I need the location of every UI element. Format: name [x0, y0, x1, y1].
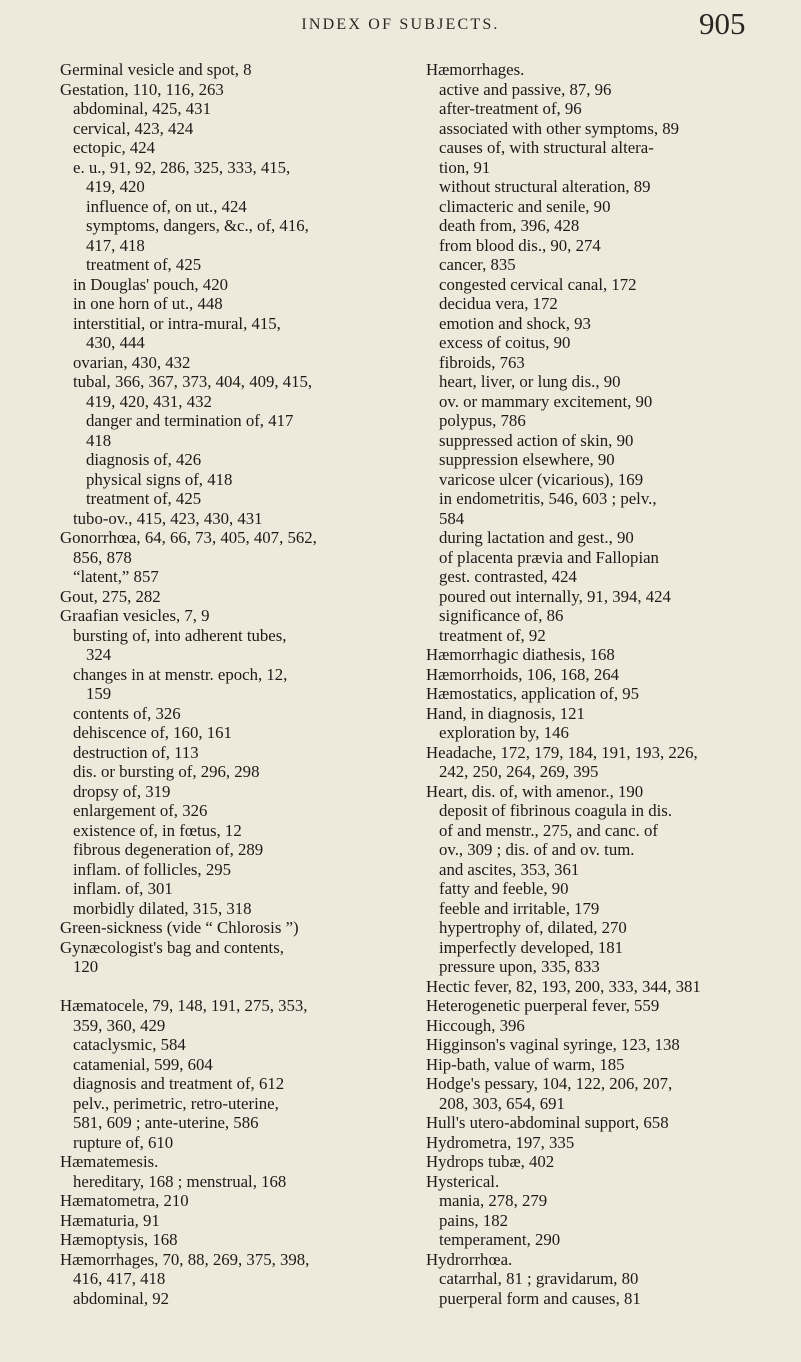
index-subentry: 419, 420: [86, 177, 145, 196]
index-subentry: and ascites, 353, 361: [439, 859, 580, 879]
index-heading: Hæmatemesis.: [60, 1152, 159, 1171]
index-subentry: treatment of, 92: [439, 625, 546, 645]
index-subentry: cancer, 835: [439, 255, 516, 274]
index-heading: Hand, in diagnosis, 121: [426, 703, 585, 723]
index-subentry: climacteric and senile, 90: [439, 196, 611, 216]
index-subentry: heart, liver, or lung dis., 90: [439, 372, 621, 391]
index-heading: Hæmostatics, application of, 95: [426, 684, 639, 703]
index-subentry: physical signs of, 418: [86, 469, 233, 489]
index-subentry: inflam. of, 301: [73, 879, 173, 898]
index-subentry: cataclysmic, 584: [73, 1035, 186, 1054]
index-heading: Hæmorrhagic diathesis, 168: [426, 645, 615, 664]
index-subentry: fibrous degeneration of, 289: [73, 840, 264, 859]
index-subentry: hypertrophy of, dilated, 270: [439, 918, 627, 937]
index-subentry: contents of, 326: [73, 703, 181, 723]
index-subentry: of and menstr., 275, and canc. of: [439, 820, 659, 840]
index-subentry: deposit of fibrinous coagula in dis.: [439, 801, 673, 820]
index-subentry: 324: [86, 645, 112, 664]
index-heading: Gynæcologist's bag and contents,: [60, 937, 284, 957]
index-subentry: 416, 417, 418: [73, 1269, 166, 1288]
index-subentry: decidua vera, 172: [439, 294, 558, 313]
index-subentry: ov. or mammary excitement, 90: [439, 391, 653, 411]
index-subentry: suppression elsewhere, 90: [439, 450, 615, 469]
index-heading: Gestation, 110, 116, 263: [60, 79, 224, 99]
index-heading: Green-sickness (vide “ Chlorosis ”): [60, 918, 299, 937]
index-heading: Hip-bath, value of warm, 185: [426, 1054, 625, 1074]
index-subentry: treatment of, 425: [86, 489, 202, 508]
index-subentry: symptoms, dangers, &c., of, 416,: [86, 216, 309, 235]
right-index-column: [426, 60, 764, 1308]
index-subentry: causes of, with structural altera-: [439, 138, 654, 157]
section-gap: [60, 977, 395, 997]
index-subentry: tubo-ov., 415, 423, 430, 431: [73, 508, 263, 528]
index-subentry: hereditary, 168 ; menstrual, 168: [73, 1171, 287, 1191]
index-heading: Hull's utero-abdominal support, 658: [426, 1113, 669, 1132]
index-subentry: destruction of, 113: [73, 742, 199, 762]
index-subentry: temperament, 290: [439, 1230, 561, 1249]
index-subentry: pains, 182: [439, 1210, 508, 1230]
index-subentry: 418: [86, 430, 112, 450]
index-subentry: 159: [86, 684, 112, 703]
index-subentry: catamenial, 599, 604: [73, 1054, 213, 1074]
index-subentry: treatment of, 425: [86, 255, 202, 274]
index-subentry: ectopic, 424: [73, 138, 156, 157]
index-subentry: ov., 309 ; dis. of and ov. tum.: [439, 840, 635, 859]
index-subentry: changes in at menstr. epoch, 12,: [73, 664, 288, 684]
index-heading: Germinal vesicle and spot, 8: [60, 60, 252, 79]
index-heading: Hiccough, 396: [426, 1015, 525, 1035]
index-subentry: significance of, 86: [439, 606, 564, 625]
index-subentry: 208, 303, 654, 691: [439, 1093, 565, 1113]
index-subentry: “latent,” 857: [73, 567, 159, 586]
index-heading: Hectic fever, 82, 193, 200, 333, 344, 381: [426, 976, 701, 996]
index-heading: Hæmorrhages.: [426, 60, 525, 79]
page-number: 905: [699, 6, 746, 41]
index-subentry: 430, 444: [86, 333, 145, 352]
index-subentry: tubal, 366, 367, 373, 404, 409, 415,: [73, 372, 313, 391]
index-subentry: in one horn of ut., 448: [73, 294, 223, 313]
index-subentry: feeble and irritable, 179: [439, 898, 600, 918]
index-subentry: excess of coitus, 90: [439, 333, 571, 352]
index-subentry: emotion and shock, 93: [439, 313, 591, 333]
index-subentry: puerperal form and causes, 81: [439, 1288, 641, 1308]
index-subentry: diagnosis and treatment of, 612: [73, 1074, 285, 1093]
index-subentry: e. u., 91, 92, 286, 325, 333, 415,: [73, 157, 291, 177]
index-subentry: influence of, on ut., 424: [86, 196, 247, 216]
index-subentry: gest. contrasted, 424: [439, 567, 577, 586]
index-heading: Hodge's pessary, 104, 122, 206, 207,: [426, 1074, 673, 1093]
index-heading: Heterogenetic puerperal fever, 559: [426, 996, 660, 1015]
index-subentry: bursting of, into adherent tubes,: [73, 625, 287, 645]
index-heading: Hæmorrhoids, 106, 168, 264: [426, 664, 619, 684]
index-subentry: 417, 418: [86, 235, 145, 255]
index-subentry: 584: [439, 508, 465, 528]
index-heading: Hæmatocele, 79, 148, 191, 275, 353,: [60, 996, 308, 1015]
index-subentry: suppressed action of skin, 90: [439, 430, 634, 450]
index-subentry: ovarian, 430, 432: [73, 352, 191, 372]
index-heading: Hæmoptysis, 168: [60, 1230, 178, 1249]
index-heading: Hydrorrhœa.: [426, 1249, 513, 1269]
index-subentry: in endometritis, 546, 603 ; pelv.,: [439, 489, 657, 508]
index-heading: Gonorrhœa, 64, 66, 73, 405, 407, 562,: [60, 528, 317, 547]
index-subentry: 120: [73, 957, 99, 976]
index-heading: Hæmorrhages, 70, 88, 269, 375, 398,: [60, 1249, 310, 1269]
index-heading: Hydrops tubæ, 402: [426, 1152, 555, 1171]
index-heading: Headache, 172, 179, 184, 191, 193, 226,: [426, 742, 698, 762]
index-heading: Hæmatometra, 210: [60, 1191, 189, 1210]
index-subentry: polypus, 786: [439, 411, 526, 430]
index-subentry: tion, 91: [439, 157, 491, 177]
index-subentry: after-treatment of, 96: [439, 99, 582, 118]
index-subentry: pelv., perimetric, retro-uterine,: [73, 1093, 279, 1113]
index-subentry: imperfectly developed, 181: [439, 937, 624, 957]
index-heading: Higginson's vaginal syringe, 123, 138: [426, 1035, 680, 1054]
index-subentry: without structural alteration, 89: [439, 177, 651, 196]
index-subentry: 856, 878: [73, 547, 132, 567]
index-subentry: danger and termination of, 417: [86, 411, 294, 430]
index-heading: Graafian vesicles, 7, 9: [60, 606, 210, 625]
index-subentry: enlargement of, 326: [73, 801, 208, 820]
index-subentry: varicose ulcer (vicarious), 169: [439, 469, 644, 489]
index-subentry: death from, 396, 428: [439, 216, 580, 235]
index-subentry: 359, 360, 429: [73, 1015, 166, 1035]
index-subentry: fatty and feeble, 90: [439, 879, 569, 898]
index-subentry: of placenta prævia and Fallopian: [439, 547, 659, 567]
index-heading: Hydrometra, 197, 335: [426, 1132, 575, 1152]
index-subentry: poured out internally, 91, 394, 424: [439, 586, 671, 606]
index-subentry: morbidly dilated, 315, 318: [73, 898, 252, 918]
left-index-column: [60, 60, 395, 1308]
index-subentry: dis. or bursting of, 296, 298: [73, 762, 260, 781]
index-subentry: 581, 609 ; ante-uterine, 586: [73, 1113, 259, 1132]
index-subentry: in Douglas' pouch, 420: [73, 274, 228, 294]
index-subentry: interstitial, or intra-mural, 415,: [73, 313, 281, 333]
index-subentry: fibroids, 763: [439, 352, 525, 372]
index-subentry: rupture of, 610: [73, 1132, 174, 1152]
index-subentry: catarrhal, 81 ; gravidarum, 80: [439, 1269, 639, 1288]
index-subentry: abdominal, 425, 431: [73, 99, 211, 118]
index-subentry: associated with other symptoms, 89: [439, 118, 680, 138]
index-subentry: existence of, in fœtus, 12: [73, 820, 242, 840]
index-subentry: active and passive, 87, 96: [439, 79, 612, 99]
index-subentry: 419, 420, 431, 432: [86, 391, 212, 411]
index-heading: Hæmaturia, 91: [60, 1210, 160, 1230]
page-header: [0, 2, 801, 58]
index-subentry: exploration by, 146: [439, 723, 569, 742]
index-subentry: dehiscence of, 160, 161: [73, 723, 232, 742]
index-heading: Hysterical.: [426, 1171, 500, 1191]
index-subentry: 242, 250, 264, 269, 395: [439, 762, 599, 781]
index-subentry: cervical, 423, 424: [73, 118, 194, 138]
index-heading: Gout, 275, 282: [60, 586, 161, 606]
index-subentry: diagnosis of, 426: [86, 450, 202, 469]
index-subentry: abdominal, 92: [73, 1288, 170, 1308]
index-subentry: during lactation and gest., 90: [439, 528, 634, 547]
index-subentry: from blood dis., 90, 274: [439, 235, 601, 255]
running-title: INDEX OF SUBJECTS.: [301, 16, 500, 33]
index-heading: Heart, dis. of, with amenor., 190: [426, 781, 644, 801]
index-subentry: inflam. of follicles, 295: [73, 859, 231, 879]
index-subentry: mania, 278, 279: [439, 1191, 548, 1210]
index-subentry: congested cervical canal, 172: [439, 274, 637, 294]
index-subentry: pressure upon, 335, 833: [439, 957, 600, 976]
index-subentry: dropsy of, 319: [73, 781, 171, 801]
